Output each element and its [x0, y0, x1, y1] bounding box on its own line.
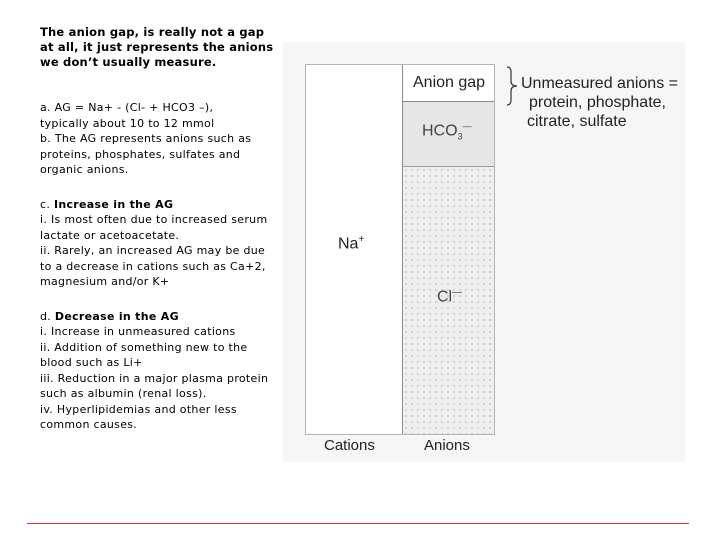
bicarbonate-label: [422, 121, 472, 142]
footer-rule: [27, 523, 689, 524]
intro-text: The anion gap, is really not a gap at all, it just represents the anions we don’t usually measure.: [40, 25, 274, 69]
section-d-item-iv: iv. Hyperlipidemias and other less common causes.: [40, 402, 237, 431]
bicarbonate-subscript: 3: [457, 131, 463, 142]
section-c: [40, 197, 280, 290]
gamblegram-frame: [305, 64, 495, 435]
section-c-heading-line: [40, 197, 280, 213]
chloride-label: [437, 287, 462, 306]
bicarbonate-charge: —: [462, 121, 472, 131]
section-d-item-ii: ii. Addition of something new to the blood such as Li+: [40, 340, 248, 369]
section-c-item-i: i. Is most often due to increased serum lactate or acetoacetate.: [40, 213, 268, 242]
unmeasured-anions-line2: protein, phosphate,: [529, 94, 666, 111]
section-d-heading: Decrease in the AG: [54, 309, 179, 323]
bicarbonate-base: HCO: [422, 122, 458, 140]
section-d-item-i: i. Increase in unmeasured cations: [40, 325, 236, 338]
ag-typical-line: typically about 10 to 12 mmol: [40, 116, 215, 130]
sodium-label: [338, 234, 364, 253]
section-d: [40, 309, 280, 433]
brace-icon: [505, 66, 519, 106]
section-d-prefix: d.: [40, 309, 55, 323]
sodium-base: Na: [338, 235, 359, 253]
cations-label: Cations: [324, 437, 375, 454]
section-d-item-iii: iii. Reduction in a major plasma protein such as albumin (renal loss).: [40, 371, 269, 400]
section-c-heading: Increase in the AG: [53, 197, 174, 211]
anion-gap-figure: [283, 42, 685, 462]
anions-label: Anions: [424, 437, 470, 454]
anion-gap-label: Anion gap: [413, 74, 486, 91]
unmeasured-anions-line3: citrate, sulfate: [527, 113, 627, 130]
section-a: [40, 100, 280, 178]
ag-formula-line: a. AG = Na+ - (Cl- + HCO3 –),: [40, 101, 214, 114]
sodium-charge: +: [358, 234, 365, 245]
unmeasured-anions-line1: Unmeasured anions =: [521, 75, 678, 92]
chloride-charge: —: [452, 287, 463, 298]
section-c-prefix: c.: [40, 197, 54, 211]
section-d-heading-line: [40, 309, 280, 325]
chloride-base: Cl: [437, 288, 453, 306]
ag-represents-line: b. The AG represents anions such as proteins, phosphates, sulfates and organic anions.: [40, 132, 252, 176]
section-c-item-ii: ii. Rarely, an increased AG may be due to a decrease in cations such as Ca+2, magnesium and/or K+: [40, 244, 266, 288]
text-column: [40, 25, 280, 433]
